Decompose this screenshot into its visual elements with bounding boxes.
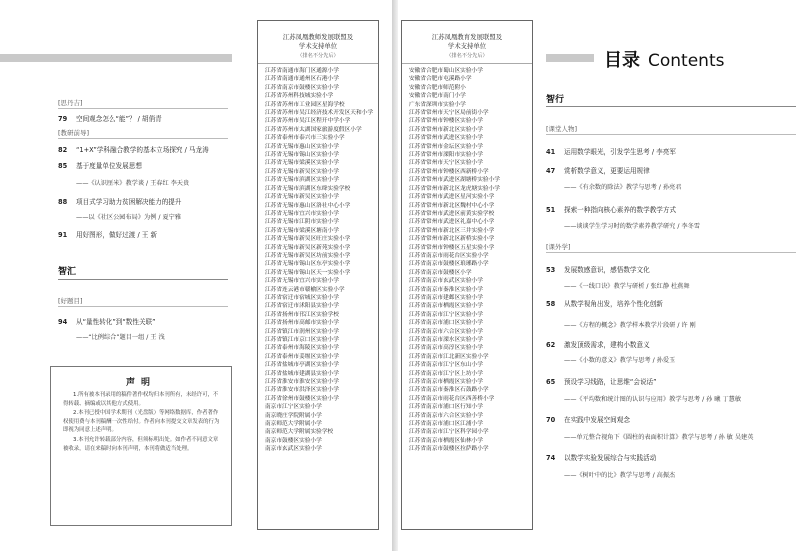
sponsor-item: 江苏省扬州市邗江区实验学校 bbox=[265, 311, 339, 318]
sponsor-item: 江苏省南京市栖霞区实验小学 bbox=[409, 303, 483, 310]
section-zhixing: 智行 bbox=[546, 95, 565, 105]
sponsor-item: 江苏省徐州市鼓楼区实验小学 bbox=[265, 395, 339, 402]
sponsor-item: 江苏省常州市新北区龙虎塘实验小学 bbox=[409, 185, 500, 192]
header-bar-right bbox=[546, 54, 594, 62]
alliance-title: 江苏凤凰教育发展联盟及 bbox=[431, 33, 503, 41]
sponsor-item: 南京市江宁区实验小学 bbox=[265, 404, 322, 411]
sponsor-item: 江苏省淮安市洪泽区实验小学 bbox=[265, 387, 339, 394]
sponsor-item: 南京晓庄学院附属小学 bbox=[265, 412, 322, 419]
alliance-column-a bbox=[257, 20, 379, 530]
sponsor-item: 江苏省泰州市泰兴市三实验小学 bbox=[265, 135, 345, 142]
sponsor-item: 江苏省南京市江宁区实验小学 bbox=[409, 311, 483, 318]
sponsor-item: 江苏省苏州市工业园区星海学校 bbox=[265, 101, 345, 108]
declaration-box bbox=[50, 366, 232, 526]
declaration-title: 声明 bbox=[125, 378, 156, 388]
contents-title: 目录 Contents bbox=[604, 50, 725, 71]
sponsor-item: 江苏省无锡市滨湖区实验小学 bbox=[265, 177, 339, 184]
sponsor-item: 江苏省常州市钟楼区西新桥小学 bbox=[409, 168, 489, 175]
sponsor-item: 江苏省盐城市建湖县实验小学 bbox=[265, 370, 339, 377]
sponsor-item: 江苏省镇江市京口区实验小学 bbox=[265, 337, 339, 343]
sponsor-item: 江苏省无锡市新吴区新苑实验小学 bbox=[265, 244, 351, 251]
sponsor-item: 江苏省南京市雨花台区实验小学 bbox=[409, 252, 489, 259]
sponsor-item: 江苏省南京市江宁区上坊小学 bbox=[409, 370, 483, 377]
sponsor-item: 江苏省南京市秦淮区石鼓路小学 bbox=[409, 387, 489, 394]
sponsor-item: 江苏省泰州市姜堰区实验小学 bbox=[265, 353, 339, 360]
declaration-paragraph: 1.所有被本刊录用的稿件著作权均归本刊所有，未经许可，不得转载、摘编或以其他方式使用。 bbox=[63, 392, 219, 407]
sponsor-item: 江苏省南京市鼓楼区拉萨路小学 bbox=[409, 446, 489, 453]
sponsor-item: 江苏省南京市秦淮区实验小学 bbox=[409, 286, 483, 293]
toc-entry-91[interactable]: 91 用好图形，做好过渡 / 王 新 bbox=[58, 231, 158, 239]
sponsor-item: 江苏省常州市新北区实验小学 bbox=[409, 126, 483, 133]
declaration-paragraph: 2.本刊已授中国学术期刊（光盘版）等网络数据库，作者著作权使用费与本刊稿酬一次性给付。作者向本刊提交文章发表的行为即视为同意上述声明。 bbox=[63, 410, 220, 434]
section-jiaoyan: [教研前导] bbox=[58, 129, 90, 137]
right-page bbox=[398, 0, 810, 551]
sponsor-item: 江苏省无锡市锡山区天一实验小学 bbox=[265, 269, 351, 276]
sponsor-item: 江苏省无锡市宜兴市实验小学 bbox=[265, 210, 339, 217]
sponsor-item: 江苏省无锡市新吴区旺庄实验小学 bbox=[265, 236, 351, 243]
sponsor-item: 江苏省苏州市吴江区程开中学小学 bbox=[265, 118, 351, 125]
toc-subtitle-85: ——《认识厘米》教学谈 / 王春红 李天贵 bbox=[76, 180, 190, 187]
sponsor-item: 江苏省南通市海门区通源小学 bbox=[265, 68, 339, 74]
toc-entry-62[interactable]: 62 激发顶级需求，建构小数意义 bbox=[546, 341, 650, 349]
sponsor-item: 江苏省连云港市赣榆区实验小学 bbox=[265, 286, 345, 293]
section-haoti: [好题目] bbox=[58, 297, 83, 305]
sponsor-item: 江苏省无锡市新吴区坊前实验小学 bbox=[265, 252, 351, 259]
sponsor-item: 江苏省无锡市新吴区实验小学 bbox=[265, 168, 339, 175]
sponsor-item: 江苏省南京市栖霞区实验小学 bbox=[409, 379, 483, 386]
sponsor-item: 江苏省常州市新北区新桥实验小学 bbox=[409, 236, 495, 243]
toc-entry-79[interactable]: 79 空间观念怎么“能”？ / 胡俏青 bbox=[58, 115, 162, 123]
toc-entry-74[interactable]: 74 以数学实验发展综合与实践活动 bbox=[546, 454, 657, 462]
sponsor-item: 安徽省合肥市屯溪路小学 bbox=[409, 76, 472, 83]
toc-entry-65[interactable]: 65 预设学习线路，让思维“会说话” bbox=[546, 378, 657, 386]
toc-entry-41[interactable]: 41 运用数学眼光，引发学生思考 / 李亮军 bbox=[546, 148, 676, 156]
section-zhihui: 智汇 bbox=[58, 267, 77, 277]
sponsor-item: 江苏省苏州市吴江经济技术开发区天和小学 bbox=[265, 110, 374, 117]
sponsor-item: 江苏省无锡市宜兴市实验小学 bbox=[265, 278, 339, 285]
alliance-note: （排名不分先后） bbox=[446, 53, 488, 59]
sponsor-item: 江苏省南京市玄武区实验小学 bbox=[409, 278, 483, 285]
sponsor-item: 江苏省南京市雨花台区西善桥小学 bbox=[409, 395, 495, 402]
section-rule bbox=[58, 138, 228, 139]
declaration-text bbox=[51, 388, 231, 453]
header-bar-left bbox=[0, 54, 232, 62]
sponsor-item: 江苏省无锡市锡山区实验小学 bbox=[265, 152, 339, 159]
sponsor-item: 江苏省南京市江宁区科学园小学 bbox=[409, 429, 489, 436]
sponsor-item: 江苏省无锡市惠山区洛社中心小学 bbox=[265, 202, 351, 209]
sponsor-item: 安徽省合肥市南门小学 bbox=[409, 93, 466, 100]
sponsor-item: 安徽省合肥市师范附小 bbox=[409, 84, 466, 91]
sponsor-item: 江苏省南京市鼓楼区琅琊路小学 bbox=[409, 261, 489, 268]
sponsor-item: 江苏省淮安市淮安区实验小学 bbox=[265, 379, 339, 386]
sponsor-item: 江苏省常州市新北区魏村中心小学 bbox=[409, 202, 495, 209]
sponsor-item: 江苏省无锡市梁溪区塘南小学 bbox=[265, 227, 339, 234]
sponsor-item: 南京市鼓楼区实验小学 bbox=[265, 437, 322, 444]
sponsor-item: 江苏省常州市金坛区实验小学 bbox=[409, 143, 483, 150]
sponsor-item: 江苏省南京市溧水区实验小学 bbox=[409, 337, 483, 343]
sponsor-item: 江苏省南通市通州区石港小学 bbox=[265, 76, 339, 83]
toc-subtitle-47: ——《有余数的除法》教学与思考 / 孙亮君 bbox=[564, 184, 682, 191]
toc-subtitle-70: ——单元整合视角下《圆柱的表面积计算》教学与思考 / 孙 敏 吴建英 bbox=[564, 434, 754, 441]
alliance-subtitle: 学术支持单位 bbox=[298, 42, 338, 50]
sponsor-list-b bbox=[402, 67, 532, 454]
toc-subtitle-62: ——《小数的意义》教学与思考 / 孙爱玉 bbox=[564, 357, 676, 364]
sponsor-item: 江苏省盐城市亭湖区实验小学 bbox=[265, 362, 339, 369]
alliance-rule bbox=[402, 63, 532, 64]
section-rule bbox=[546, 252, 796, 253]
toc-entry-82[interactable]: 82 “1+X”学科融合教学的基本立场探究 / 马龙涛 bbox=[58, 146, 209, 154]
toc-subtitle-65: ——《平均数和统计图的认识与应用》教学与思考 / 孙 曦 丁慧敏 bbox=[564, 396, 742, 403]
sponsor-item: 江苏省南京市建邺区实验小学 bbox=[409, 294, 483, 301]
sponsor-item: 江苏省镇江市润州区实验小学 bbox=[265, 328, 339, 335]
section-keyu: [课外学] bbox=[546, 243, 571, 251]
sponsor-item: 江苏省常州市溧阳市实验小学 bbox=[409, 152, 483, 159]
section-rule bbox=[58, 108, 228, 109]
sponsor-item: 江苏省无锡市惠山区实验小学 bbox=[265, 143, 339, 150]
toc-entry-85[interactable]: 85 基于度量单位发展思想 bbox=[58, 162, 142, 170]
sponsor-item: 江苏省常州市钟楼区实验小学 bbox=[409, 118, 483, 125]
section-sijing: [思丹吉] bbox=[58, 99, 83, 107]
toc-entry-53[interactable]: 53 发展数感意识，感悟数学文化 bbox=[546, 266, 650, 274]
toc-subtitle-51: ——谈谈学生学习时的数学素养教学研究 / 李冬雪 bbox=[564, 223, 700, 230]
alliance-column-b bbox=[401, 20, 533, 530]
sponsor-item: 江苏省常州市武进区实验小学 bbox=[409, 135, 483, 142]
sponsor-item: 江苏省南京市浦口区江浦小学 bbox=[409, 421, 483, 428]
section-rule bbox=[58, 306, 228, 307]
sponsor-item: 江苏省宿迁市沭阳县实验小学 bbox=[265, 303, 339, 310]
sponsor-item: 江苏省南京市鼓楼区实验小学 bbox=[265, 84, 339, 91]
sponsor-item: 江苏省常州市武进区前黄实验学校 bbox=[409, 210, 495, 217]
sponsor-item: 江苏省南京市江北新区实验小学 bbox=[409, 353, 489, 360]
toc-subtitle-94: ——“比例综合”题目一组 / 王 浅 bbox=[76, 334, 165, 341]
toc-entry-58[interactable]: 58 从数学视角出发，培养个性化创新 bbox=[546, 300, 663, 308]
sponsor-item: 江苏省苏州市太湖国家旅游度假区小学 bbox=[265, 126, 362, 133]
sponsor-item: 江苏省无锡市锡山区东亭实验小学 bbox=[265, 261, 351, 268]
section-rule bbox=[546, 106, 796, 107]
sponsor-item: 江苏省常州市武进区礼嘉中心小学 bbox=[409, 219, 495, 226]
sponsor-item: 安徽省合肥市蜀山区实验小学 bbox=[409, 68, 483, 74]
declaration-paragraph: 3.本刊允许转载部分内容，但须标明出处。如作者不同意文章被收录，请在来稿时向本刊声明，本刊将做适当处理。 bbox=[63, 436, 219, 452]
alliance-title: 江苏凤凰教师发展联盟及 bbox=[282, 33, 354, 41]
sponsor-item: 江苏省宿迁市宿城区实验小学 bbox=[265, 294, 339, 301]
toc-entry-94[interactable]: 94 从“量性转化”到“数性关联” bbox=[58, 318, 156, 326]
sponsor-item: 南京师范大学附属小学 bbox=[265, 421, 322, 428]
sponsor-item: 江苏省南京市高淳区实验小学 bbox=[409, 345, 483, 352]
sponsor-item: 江苏省常州市天宁区实验小学 bbox=[409, 160, 483, 167]
section-rule bbox=[58, 279, 228, 280]
sponsor-item: 江苏省无锡市滨湖区东绛实验学校 bbox=[265, 185, 351, 192]
toc-subtitle-74: ——《树叶中的比》教学与思考 / 高振杰 bbox=[564, 472, 676, 479]
toc-subtitle-53: ——《一线口诀》教学与研析 / 张红静 杜燕舞 bbox=[564, 283, 690, 290]
section-rule bbox=[546, 134, 796, 135]
sponsor-item: 江苏省南京市鼓楼区小学 bbox=[409, 269, 472, 276]
sponsor-item: 江苏省南京市浦口区实验小学 bbox=[409, 320, 483, 327]
alliance-subtitle: 学术支持单位 bbox=[447, 42, 487, 50]
sponsor-item: 江苏省无锡市江阴市实验小学 bbox=[265, 219, 339, 226]
sponsor-item: 南京市玄武区实验小学 bbox=[265, 446, 322, 453]
alliance-rule bbox=[258, 63, 378, 64]
toc-subtitle-58: ——《方程的概念》教学样本教学片段研 / 许 刚 bbox=[564, 322, 696, 329]
sponsor-item: 江苏省南京市栖霞区仙林小学 bbox=[409, 437, 483, 444]
sponsor-item: 江苏省南京市江宁区东山小学 bbox=[409, 362, 483, 369]
left-page bbox=[0, 0, 392, 551]
sponsor-list-a bbox=[258, 67, 378, 454]
sponsor-item: 江苏省南京市六合区实验小学 bbox=[409, 328, 483, 335]
sponsor-item: 江苏省扬州市高邮市实验小学 bbox=[265, 320, 339, 327]
sponsor-item: 南京师范大学附属实验学校 bbox=[265, 429, 334, 436]
alliance-note: （排名不分先后） bbox=[297, 53, 339, 59]
sponsor-item: 江苏省苏州科技城实验小学 bbox=[265, 93, 334, 100]
sponsor-item: 江苏省常州市武进区星河实验小学 bbox=[409, 194, 495, 201]
sponsor-item: 江苏省南京市六合区实验小学 bbox=[409, 412, 483, 419]
section-ketang: [课堂人物] bbox=[546, 125, 578, 133]
sponsor-item: 江苏省无锡市新吴区实验小学 bbox=[265, 194, 339, 201]
toc-subtitle-88: ——以《社区公园布局》为例 / 夏宁雅 bbox=[76, 214, 182, 221]
sponsor-item: 江苏省泰州市海陵区实验小学 bbox=[265, 345, 339, 352]
sponsor-item: 广东省深圳市实验小学 bbox=[409, 101, 466, 108]
sponsor-item: 江苏省南京市浦口区行知小学 bbox=[409, 404, 483, 411]
sponsor-item: 江苏省常州市钟楼区五星实验小学 bbox=[409, 244, 495, 251]
sponsor-item: 江苏省常州市天宁区局前街小学 bbox=[409, 110, 489, 117]
toc-entry-51[interactable]: 51 探索一种指向核心素养的数学教学方式 bbox=[546, 206, 677, 214]
toc-entry-47[interactable]: 47 赏析数学意义，更要运用规律 bbox=[546, 167, 650, 175]
sponsor-item: 江苏省无锡市梁溪区实验小学 bbox=[265, 160, 339, 167]
toc-entry-70[interactable]: 70 在实践中发展空间观念 bbox=[546, 416, 630, 424]
toc-entry-88[interactable]: 88 项目式学习助力贫困解决能力的提升 bbox=[58, 198, 182, 206]
sponsor-item: 江苏省常州市新北区三井实验小学 bbox=[409, 227, 495, 234]
sponsor-item: 江苏省常州市武进区湖塘桥实验小学 bbox=[409, 177, 500, 184]
